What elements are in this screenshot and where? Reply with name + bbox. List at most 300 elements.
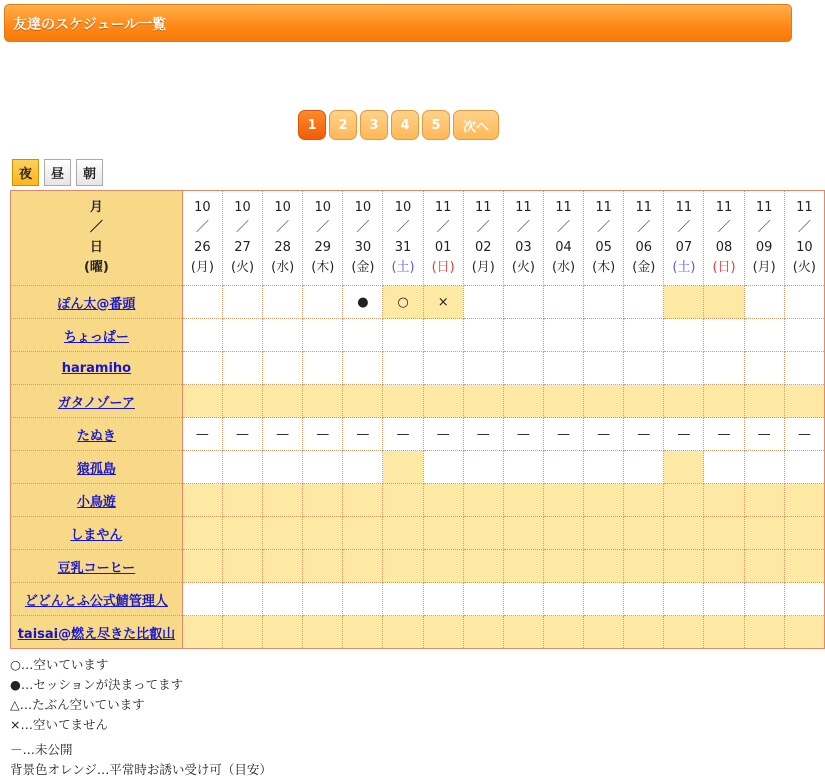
date-day: 06 — [635, 240, 653, 255]
friend-row — [11, 484, 825, 517]
friend-name-link[interactable]: ちょっぱー — [63, 329, 129, 345]
date-month: 11 — [595, 200, 612, 215]
date-header-cell — [263, 191, 303, 286]
schedule-cell[interactable] — [263, 352, 303, 385]
schedule-cell[interactable] — [383, 484, 423, 517]
date-month: 10 — [394, 200, 412, 215]
date-header-cell — [784, 191, 824, 286]
schedule-cell[interactable] — [584, 616, 624, 649]
schedule-cell[interactable] — [784, 616, 824, 649]
schedule-cell[interactable]: ● — [343, 286, 383, 319]
schedule-cell[interactable] — [624, 484, 664, 517]
page-header — [4, 4, 792, 42]
schedule-cell[interactable] — [383, 451, 423, 484]
date-header-cell — [543, 191, 583, 286]
next-page-button[interactable]: 次へ — [453, 110, 499, 140]
date-day: 26 — [194, 240, 211, 255]
schedule-cell[interactable] — [744, 583, 784, 616]
schedule-cell[interactable] — [584, 385, 624, 418]
schedule-cell[interactable] — [584, 352, 624, 385]
page-1-button[interactable]: 1 — [298, 110, 326, 140]
schedule-cell[interactable]: — — [664, 418, 704, 451]
schedule-cell[interactable] — [423, 451, 463, 484]
time-of-day-tabs — [12, 159, 103, 186]
schedule-cell[interactable] — [543, 352, 583, 385]
schedule-cell[interactable] — [263, 583, 303, 616]
date-weekday: (月) — [190, 260, 214, 275]
schedule-cell[interactable] — [303, 484, 343, 517]
corner-weekday: (曜) — [83, 260, 109, 275]
schedule-cell[interactable] — [182, 550, 222, 583]
schedule-cell[interactable] — [222, 385, 262, 418]
schedule-cell[interactable] — [182, 451, 222, 484]
date-header-cell — [182, 191, 222, 286]
date-weekday: (水) — [271, 260, 295, 275]
schedule-cell[interactable] — [543, 517, 583, 550]
schedule-cell[interactable] — [423, 319, 463, 352]
schedule-cell[interactable] — [784, 484, 824, 517]
schedule-cell[interactable] — [624, 616, 664, 649]
schedule-cell[interactable] — [784, 352, 824, 385]
date-header-row — [11, 191, 825, 286]
schedule-cell[interactable]: — — [584, 418, 624, 451]
schedule-cell[interactable] — [343, 517, 383, 550]
schedule-cell[interactable] — [383, 385, 423, 418]
date-month: 10 — [314, 200, 332, 215]
schedule-cell[interactable] — [543, 550, 583, 583]
friend-name-cell — [11, 385, 183, 418]
schedule-cell[interactable] — [744, 319, 784, 352]
schedule-cell[interactable] — [664, 616, 704, 649]
page-title: 友達のスケジュール一覧 — [13, 17, 167, 33]
friend-name-cell — [11, 517, 183, 550]
page-2-button[interactable]: 2 — [329, 110, 357, 140]
schedule-cell[interactable] — [222, 484, 262, 517]
date-day: 27 — [234, 240, 251, 255]
schedule-cell[interactable] — [263, 319, 303, 352]
schedule-cell[interactable] — [423, 517, 463, 550]
schedule-cell[interactable] — [222, 616, 262, 649]
schedule-cell[interactable] — [704, 583, 744, 616]
schedule-cell[interactable] — [343, 616, 383, 649]
schedule-cell[interactable] — [543, 286, 583, 319]
schedule-cell[interactable] — [543, 583, 583, 616]
friend-name-link[interactable]: ぽん太@番頭 — [57, 296, 136, 312]
schedule-cell[interactable] — [222, 451, 262, 484]
schedule-cell[interactable] — [182, 484, 222, 517]
schedule-cell[interactable] — [423, 616, 463, 649]
date-separator: ／ — [356, 220, 370, 235]
schedule-cell[interactable] — [263, 451, 303, 484]
date-separator: ／ — [476, 220, 490, 235]
friend-name-link[interactable]: 豆乳コーヒー — [57, 560, 136, 576]
date-day: 09 — [755, 240, 773, 255]
schedule-cell[interactable] — [343, 484, 383, 517]
page-5-button[interactable]: 5 — [422, 110, 450, 140]
date-weekday: (火) — [792, 260, 816, 275]
schedule-cell[interactable] — [784, 451, 824, 484]
date-header-cell — [423, 191, 463, 286]
friend-name-link[interactable]: taisai@燃え尽きた比叡山 — [17, 626, 176, 642]
schedule-cell[interactable] — [383, 517, 423, 550]
legend-private: －…未公開 — [10, 742, 73, 757]
friend-row — [11, 352, 825, 385]
schedule-cell[interactable]: — — [222, 418, 262, 451]
legend-unavailable: ×…空いてません — [10, 717, 108, 732]
schedule-cell[interactable] — [263, 286, 303, 319]
schedule-cell[interactable] — [182, 319, 222, 352]
schedule-cell[interactable] — [664, 583, 704, 616]
date-header-cell — [704, 191, 744, 286]
schedule-cell[interactable]: — — [624, 418, 664, 451]
date-separator: ／ — [797, 220, 811, 235]
schedule-cell[interactable] — [543, 451, 583, 484]
date-day: 02 — [475, 240, 492, 255]
schedule-cell[interactable] — [463, 484, 503, 517]
friend-row — [11, 385, 825, 418]
date-day: 05 — [595, 240, 612, 255]
date-month: 11 — [555, 200, 572, 215]
page-3-button[interactable]: 3 — [360, 110, 388, 140]
schedule-cell[interactable] — [503, 616, 543, 649]
schedule-cell[interactable] — [222, 517, 262, 550]
friend-name-cell — [11, 451, 183, 484]
schedule-cell[interactable]: — — [543, 418, 583, 451]
date-separator: ／ — [396, 220, 410, 235]
schedule-cell[interactable]: — — [182, 418, 222, 451]
date-weekday: (木) — [311, 260, 335, 275]
schedule-cell[interactable] — [383, 583, 423, 616]
schedule-body — [11, 286, 825, 649]
legend-maybe-open: △…たぶん空いています — [10, 697, 145, 712]
schedule-cell[interactable] — [584, 517, 624, 550]
schedule-cell[interactable] — [182, 286, 222, 319]
schedule-cell[interactable] — [624, 517, 664, 550]
schedule-cell[interactable] — [343, 451, 383, 484]
friend-row — [11, 616, 825, 649]
date-separator: ／ — [637, 220, 651, 235]
tab-morning[interactable]: 朝 — [76, 159, 103, 186]
friend-name-cell — [11, 616, 183, 649]
schedule-cell[interactable] — [624, 319, 664, 352]
tab-night[interactable]: 夜 — [12, 159, 39, 186]
schedule-cell[interactable] — [503, 319, 543, 352]
schedule-cell[interactable] — [784, 286, 824, 319]
pagination — [298, 110, 499, 140]
legend-orange-bg: 背景色オレンジ…平常時お誘い受け可（目安） — [10, 762, 272, 777]
schedule-cell[interactable] — [543, 385, 583, 418]
schedule-cell[interactable] — [343, 583, 383, 616]
schedule-cell[interactable] — [222, 550, 262, 583]
schedule-cell[interactable] — [463, 286, 503, 319]
schedule-cell[interactable] — [584, 319, 624, 352]
schedule-cell[interactable] — [584, 451, 624, 484]
schedule-cell[interactable] — [664, 352, 704, 385]
date-header-cell — [303, 191, 343, 286]
schedule-cell[interactable] — [263, 385, 303, 418]
schedule-cell[interactable] — [584, 286, 624, 319]
schedule-cell[interactable] — [503, 550, 543, 583]
date-weekday: (火) — [230, 260, 255, 275]
schedule-cell[interactable] — [463, 583, 503, 616]
schedule-cell[interactable] — [222, 352, 262, 385]
date-month: 10 — [354, 200, 372, 215]
schedule-cell[interactable] — [463, 451, 503, 484]
schedule-cell[interactable] — [543, 319, 583, 352]
date-separator: ／ — [557, 220, 571, 235]
schedule-cell[interactable] — [664, 484, 704, 517]
date-day: 07 — [675, 240, 693, 255]
schedule-cell[interactable] — [383, 616, 423, 649]
schedule-cell[interactable] — [182, 517, 222, 550]
schedule-cell[interactable] — [664, 286, 704, 319]
schedule-cell[interactable] — [784, 550, 824, 583]
schedule-cell[interactable] — [744, 616, 784, 649]
schedule-cell[interactable] — [784, 319, 824, 352]
friend-name-link[interactable]: haramiho — [61, 360, 132, 376]
schedule-cell[interactable]: — — [423, 418, 463, 451]
schedule-cell[interactable] — [263, 517, 303, 550]
schedule-cell[interactable] — [543, 484, 583, 517]
schedule-cell[interactable] — [704, 616, 744, 649]
date-separator: ／ — [276, 220, 290, 235]
schedule-cell[interactable] — [463, 550, 503, 583]
date-weekday: (土) — [391, 260, 415, 275]
schedule-cell[interactable]: — — [503, 418, 543, 451]
schedule-cell[interactable] — [303, 319, 343, 352]
page-4-button[interactable]: 4 — [391, 110, 419, 140]
friend-name-link[interactable]: たぬき — [76, 428, 116, 444]
schedule-cell[interactable] — [704, 484, 744, 517]
corner-month: 月 — [89, 200, 103, 215]
schedule-cell[interactable] — [463, 517, 503, 550]
schedule-cell[interactable] — [182, 616, 222, 649]
date-weekday: (木) — [592, 260, 616, 275]
friend-name-cell — [11, 286, 183, 319]
schedule-cell[interactable] — [664, 385, 704, 418]
date-separator: ／ — [677, 220, 691, 235]
friend-name-link[interactable]: ガタノゾーア — [57, 395, 135, 411]
schedule-cell[interactable]: × — [423, 286, 463, 319]
date-separator: ／ — [516, 220, 530, 235]
schedule-cell[interactable] — [423, 550, 463, 583]
schedule-cell[interactable] — [503, 517, 543, 550]
friend-name-link[interactable]: 猿孤島 — [76, 461, 116, 477]
friend-name-cell — [11, 583, 183, 616]
schedule-cell[interactable] — [744, 352, 784, 385]
schedule-cell[interactable] — [704, 286, 744, 319]
schedule-cell[interactable] — [343, 550, 383, 583]
legend — [10, 655, 272, 780]
friend-row — [11, 583, 825, 616]
schedule-cell[interactable] — [263, 484, 303, 517]
friend-name-cell — [11, 550, 183, 583]
schedule-cell[interactable] — [182, 583, 222, 616]
date-header-cell — [744, 191, 784, 286]
schedule-cell[interactable] — [704, 385, 744, 418]
schedule-cell[interactable] — [624, 286, 664, 319]
schedule-cell[interactable] — [624, 583, 664, 616]
date-separator: ／ — [436, 220, 450, 235]
date-weekday: (金) — [632, 260, 656, 275]
date-day: 03 — [515, 240, 532, 255]
schedule-cell[interactable] — [182, 385, 222, 418]
date-weekday: (日) — [712, 260, 736, 275]
date-month: 11 — [796, 200, 813, 215]
friend-name-link[interactable]: どどんとふ公式鯖管理人 — [24, 593, 168, 609]
schedule-cell[interactable] — [624, 352, 664, 385]
schedule-cell[interactable] — [503, 451, 543, 484]
schedule-cell[interactable] — [503, 286, 543, 319]
friend-name-link[interactable]: 小鳥遊 — [76, 494, 116, 510]
schedule-cell[interactable] — [744, 484, 784, 517]
date-month: 11 — [515, 200, 532, 215]
friend-row — [11, 418, 825, 451]
schedule-cell[interactable] — [784, 583, 824, 616]
friend-name-cell — [11, 418, 183, 451]
schedule-cell[interactable] — [222, 319, 262, 352]
schedule-cell[interactable] — [664, 517, 704, 550]
date-header-cell — [503, 191, 543, 286]
schedule-cell[interactable] — [423, 385, 463, 418]
schedule-cell[interactable] — [343, 385, 383, 418]
date-separator: ／ — [717, 220, 731, 235]
schedule-cell[interactable] — [463, 352, 503, 385]
date-day: 31 — [394, 240, 412, 255]
schedule-cell[interactable] — [744, 517, 784, 550]
date-month: 11 — [715, 200, 733, 215]
schedule-cell[interactable] — [222, 286, 262, 319]
schedule-cell[interactable]: — — [383, 418, 423, 451]
corner-separator: ／ — [89, 220, 103, 235]
date-header-cell — [343, 191, 383, 286]
schedule-cell[interactable] — [704, 451, 744, 484]
schedule-cell[interactable] — [423, 583, 463, 616]
schedule-cell[interactable] — [744, 550, 784, 583]
date-month: 11 — [635, 200, 653, 215]
schedule-cell[interactable] — [543, 616, 583, 649]
schedule-cell[interactable] — [222, 583, 262, 616]
date-header-cell — [463, 191, 503, 286]
schedule-cell[interactable]: — — [263, 418, 303, 451]
date-weekday: (日) — [431, 260, 455, 275]
friend-name-cell — [11, 352, 183, 385]
schedule-cell[interactable]: — — [463, 418, 503, 451]
date-day: 08 — [715, 240, 733, 255]
legend-open: ○…空いています — [10, 657, 109, 672]
schedule-cell[interactable] — [664, 451, 704, 484]
date-weekday: (月) — [752, 260, 776, 275]
schedule-cell[interactable] — [704, 319, 744, 352]
schedule-cell[interactable] — [463, 385, 503, 418]
schedule-cell[interactable] — [303, 352, 343, 385]
schedule-cell[interactable] — [744, 451, 784, 484]
schedule-cell[interactable] — [503, 583, 543, 616]
schedule-cell[interactable] — [303, 385, 343, 418]
date-day: 30 — [354, 240, 372, 255]
schedule-cell[interactable] — [704, 550, 744, 583]
date-header-cell — [624, 191, 664, 286]
schedule-cell[interactable] — [343, 319, 383, 352]
schedule-cell[interactable] — [704, 352, 744, 385]
schedule-cell[interactable] — [423, 352, 463, 385]
schedule-cell[interactable] — [664, 319, 704, 352]
date-month: 11 — [434, 200, 452, 215]
legend-session-set: ●…セッションが決まってます — [10, 677, 184, 692]
friend-name-link[interactable]: しまやん — [70, 527, 123, 543]
schedule-cell[interactable] — [383, 352, 423, 385]
schedule-cell[interactable] — [624, 451, 664, 484]
schedule-cell[interactable] — [423, 484, 463, 517]
schedule-cell[interactable]: — — [704, 418, 744, 451]
schedule-cell[interactable]: — — [744, 418, 784, 451]
schedule-cell[interactable] — [584, 550, 624, 583]
schedule-cell[interactable] — [303, 583, 343, 616]
date-day: 10 — [796, 240, 813, 255]
schedule-cell[interactable] — [584, 583, 624, 616]
schedule-cell[interactable] — [303, 286, 343, 319]
date-day: 29 — [314, 240, 332, 255]
date-header-cell — [664, 191, 704, 286]
schedule-cell[interactable] — [624, 550, 664, 583]
schedule-cell[interactable] — [784, 517, 824, 550]
date-weekday: (土) — [672, 260, 696, 275]
schedule-cell[interactable] — [744, 286, 784, 319]
schedule-cell[interactable] — [182, 352, 222, 385]
date-weekday: (金) — [351, 260, 375, 275]
date-day: 28 — [274, 240, 291, 255]
tab-daytime[interactable]: 昼 — [44, 159, 71, 186]
schedule-cell[interactable] — [303, 451, 343, 484]
schedule-cell[interactable] — [704, 517, 744, 550]
schedule-cell[interactable] — [303, 616, 343, 649]
schedule-cell[interactable] — [463, 319, 503, 352]
schedule-cell[interactable] — [463, 616, 503, 649]
schedule-cell[interactable] — [383, 319, 423, 352]
schedule-cell[interactable]: ○ — [383, 286, 423, 319]
schedule-cell[interactable] — [503, 352, 543, 385]
schedule-cell[interactable] — [624, 385, 664, 418]
date-separator: ／ — [195, 220, 209, 235]
date-month: 11 — [755, 200, 773, 215]
schedule-cell[interactable] — [784, 385, 824, 418]
corner-day: 日 — [89, 240, 103, 255]
schedule-cell[interactable] — [303, 550, 343, 583]
date-separator: ／ — [316, 220, 330, 235]
schedule-cell[interactable] — [584, 484, 624, 517]
date-day: 04 — [555, 240, 572, 255]
schedule-cell[interactable] — [664, 550, 704, 583]
schedule-cell[interactable] — [503, 484, 543, 517]
schedule-cell[interactable] — [263, 616, 303, 649]
schedule-cell[interactable]: — — [303, 418, 343, 451]
date-separator: ／ — [597, 220, 611, 235]
date-header-cell — [584, 191, 624, 286]
date-month: 10 — [274, 200, 291, 215]
schedule-table — [10, 190, 825, 649]
date-header-cell — [383, 191, 423, 286]
schedule-cell[interactable] — [303, 517, 343, 550]
schedule-cell[interactable] — [383, 550, 423, 583]
date-day: 01 — [434, 240, 452, 255]
schedule-cell[interactable] — [503, 385, 543, 418]
schedule-cell[interactable]: — — [343, 418, 383, 451]
schedule-cell[interactable] — [343, 352, 383, 385]
schedule-cell[interactable]: — — [784, 418, 824, 451]
schedule-cell[interactable] — [263, 550, 303, 583]
date-month: 10 — [234, 200, 251, 215]
schedule-cell[interactable] — [744, 385, 784, 418]
